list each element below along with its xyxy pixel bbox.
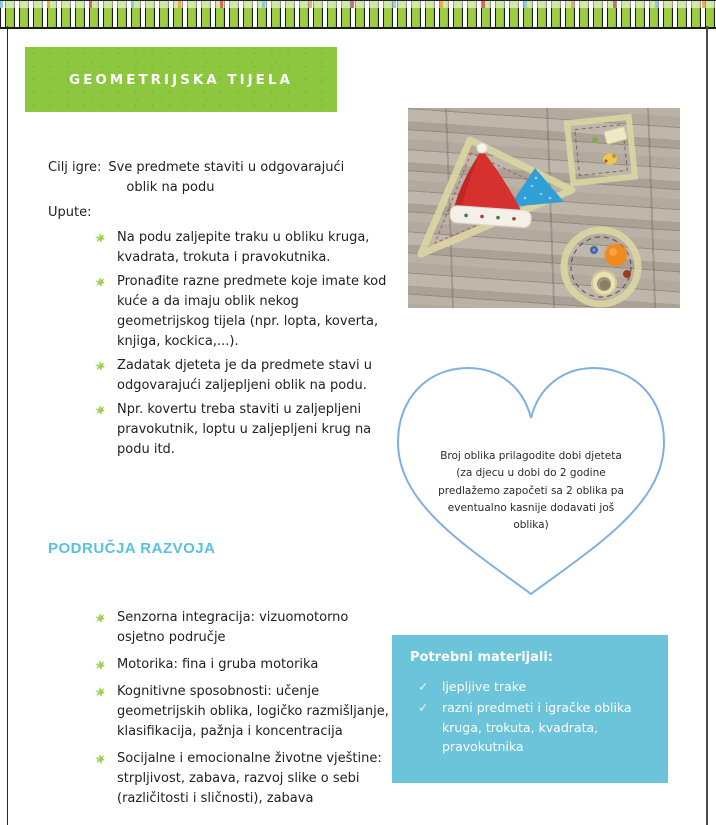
instruction-item	[95, 228, 395, 268]
instruction-item	[95, 400, 395, 460]
instructions-label: Upute:	[48, 205, 92, 220]
instructions-list	[95, 228, 395, 464]
check-icon: ✓	[418, 679, 429, 694]
flower-bullet-icon	[95, 754, 105, 764]
flower-bullet-icon	[95, 277, 105, 287]
materials-text: razni predmeti i igračke oblika kruga, trokuta, kvadrata, pravokutnika	[442, 700, 632, 755]
development-text: Kognitivne sposobnosti: učenje geometrijskih oblika, logičko razmišljanje, klasifikacija, pažnja i koncentracija	[117, 684, 389, 739]
materials-text: ljepljive trake	[442, 679, 527, 694]
instruction-text: Zadatak djeteta je da predmete stavi u odgovarajući zaljepljeni oblik na podu.	[117, 358, 373, 393]
flower-bullet-icon	[95, 687, 105, 697]
title-banner	[25, 47, 337, 112]
page-border-right	[706, 26, 708, 825]
goal-line2: oblik na podu	[126, 180, 215, 195]
goal-text	[48, 158, 344, 198]
instruction-text: Na podu zaljepite traku u obliku kruga, kvadrata, trokuta i pravokutnika.	[117, 230, 370, 265]
instruction-text: Pronađite razne predmete koje imate kod kuće a da imaju oblik nekog geometrijskog tijela (npr. lopta, koverta, knjiga, kockica,...).	[117, 274, 387, 349]
heart-note	[388, 362, 674, 600]
activity-photo-overlay	[408, 108, 680, 308]
development-item	[95, 749, 400, 809]
tape-square	[567, 117, 635, 183]
flower-bullet-icon	[95, 613, 105, 623]
blue-flower-toy	[590, 246, 598, 254]
goal-line1: Sve predmete staviti u odgovarajući	[108, 160, 345, 175]
development-text: Motorika: fina i gruba motorika	[117, 657, 319, 672]
orange-ball	[604, 243, 628, 267]
page-title: GEOMETRIJSKA TIJELA	[69, 71, 293, 88]
page-border-left	[7, 26, 8, 825]
development-item	[95, 655, 400, 675]
check-icon: ✓	[418, 700, 429, 716]
activity-photo	[408, 108, 680, 308]
tape-roll	[591, 270, 617, 296]
development-text: Socijalne i emocionalne životne vještine: strpljivost, zabava, razvoj slike o sebi (različitosti i sličnosti), zabava	[117, 751, 382, 806]
instruction-item	[95, 356, 395, 396]
blue-hat	[509, 168, 564, 207]
materials-item	[410, 677, 650, 696]
flower-bullet-icon	[95, 660, 105, 670]
instruction-item	[95, 272, 395, 352]
materials-item	[410, 698, 650, 756]
development-text: Senzorna integracija: vizuomotorno osjetno područje	[117, 610, 349, 645]
materials-box	[392, 635, 668, 783]
toy-duck	[603, 154, 617, 165]
development-list	[95, 608, 400, 816]
instruction-text: Npr. kovertu treba staviti u zaljepljeni pravokutnik, loptu u zaljepljeni krug na podu itd.	[117, 402, 372, 457]
decorative-tape-border	[0, 0, 716, 29]
heart-note-text: Broj oblika prilagodite dobi djeteta (za djecu u dobi do 2 godine predlažemo započeti sa 2 oblika pa eventualno kasnije dodavati još oblika)	[438, 450, 624, 532]
flower-bullet-icon	[95, 405, 105, 415]
goal-label: Cilj igre:	[48, 160, 102, 175]
green-bead	[592, 137, 598, 143]
development-heading: PODRUČJA RAZVOJA	[48, 540, 216, 557]
red-toy	[623, 270, 631, 278]
flower-bullet-icon	[95, 233, 105, 243]
materials-heading: Potrebni materijali:	[410, 650, 553, 665]
development-item	[95, 608, 400, 648]
flower-bullet-icon	[95, 361, 105, 371]
development-item	[95, 682, 400, 742]
